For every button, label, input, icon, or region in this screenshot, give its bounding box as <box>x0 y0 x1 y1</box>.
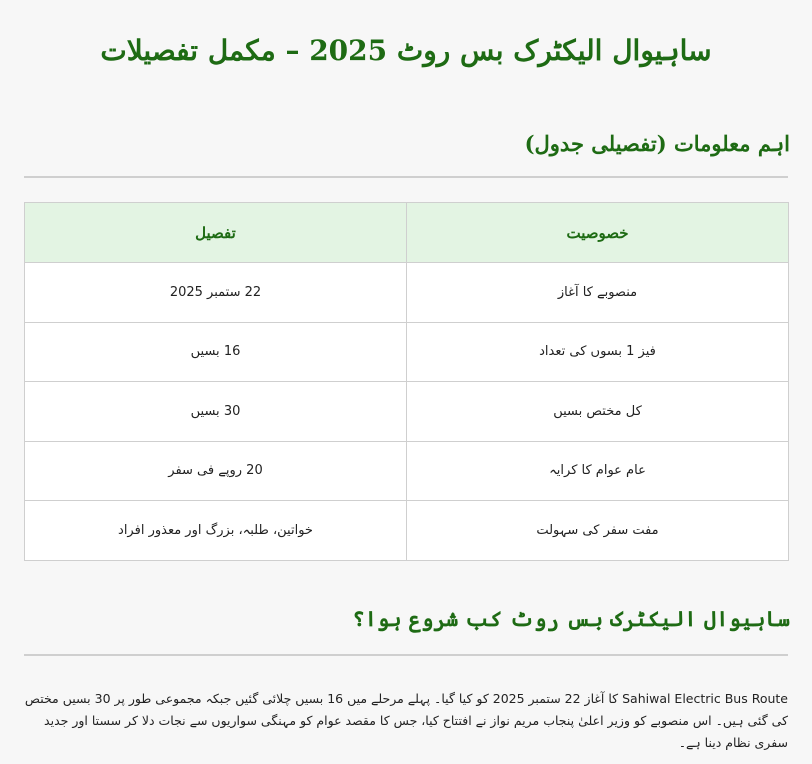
table-row <box>25 263 789 323</box>
table-cell-detail: 30 بسیں <box>25 382 407 442</box>
section-divider <box>24 654 788 656</box>
table-cell-feature: کل مختص بسیں <box>407 382 789 442</box>
section-heading-key-info: اہم معلومات (تفصیلی جدول) <box>524 131 790 156</box>
table-cell-feature: عام عوام کا کرایہ <box>407 441 789 501</box>
details-table <box>24 202 789 561</box>
table-cell-detail: خواتین، طلبہ، بزرگ اور معذور افراد <box>25 501 407 561</box>
table-row <box>25 441 789 501</box>
table-row <box>25 501 789 561</box>
table-cell-feature: فیز 1 بسوں کی تعداد <box>407 322 789 382</box>
table-cell-detail: 20 روپے فی سفر <box>25 441 407 501</box>
table-cell-feature: منصوبے کا آغاز <box>407 263 789 323</box>
table-row <box>25 382 789 442</box>
table-cell-feature: مفت سفر کی سہولت <box>407 501 789 561</box>
page-title: ساہیوال الیکٹرک بس روٹ 2025 – مکمل تفصیلات <box>100 34 712 67</box>
table-cell-detail: 22 ستمبر 2025 <box>25 263 407 323</box>
column-header-feature: خصوصیت <box>407 203 789 263</box>
table-header-row <box>25 203 789 263</box>
column-header-detail: تفصیل <box>25 203 407 263</box>
section-divider <box>24 176 788 178</box>
body-paragraph: Sahiwal Electric Bus Route کا آغاز 22 ستمبر 2025 کو کیا گیا۔ پہلے مرحلے میں 16 بسیں چلائی گئیں جبکہ مجموعی طور پر 30 بسیں مختص کی گئی ہیں۔ اس منصوبے کو وزیر اعلیٰ پنجاب مریم نواز نے افتتاح کیا، جس کا مقصد عوام کو مہنگی سواریوں سے نجات دلا کر سستا اور جدید سفری نظام دینا ہے۔ <box>24 691 788 750</box>
table-cell-detail: 16 بسیں <box>25 322 407 382</box>
section-heading-start-date: ساہیوال الیکٹرک بس روٹ کب شروع ہوا؟ <box>352 606 790 631</box>
table-row <box>25 322 789 382</box>
